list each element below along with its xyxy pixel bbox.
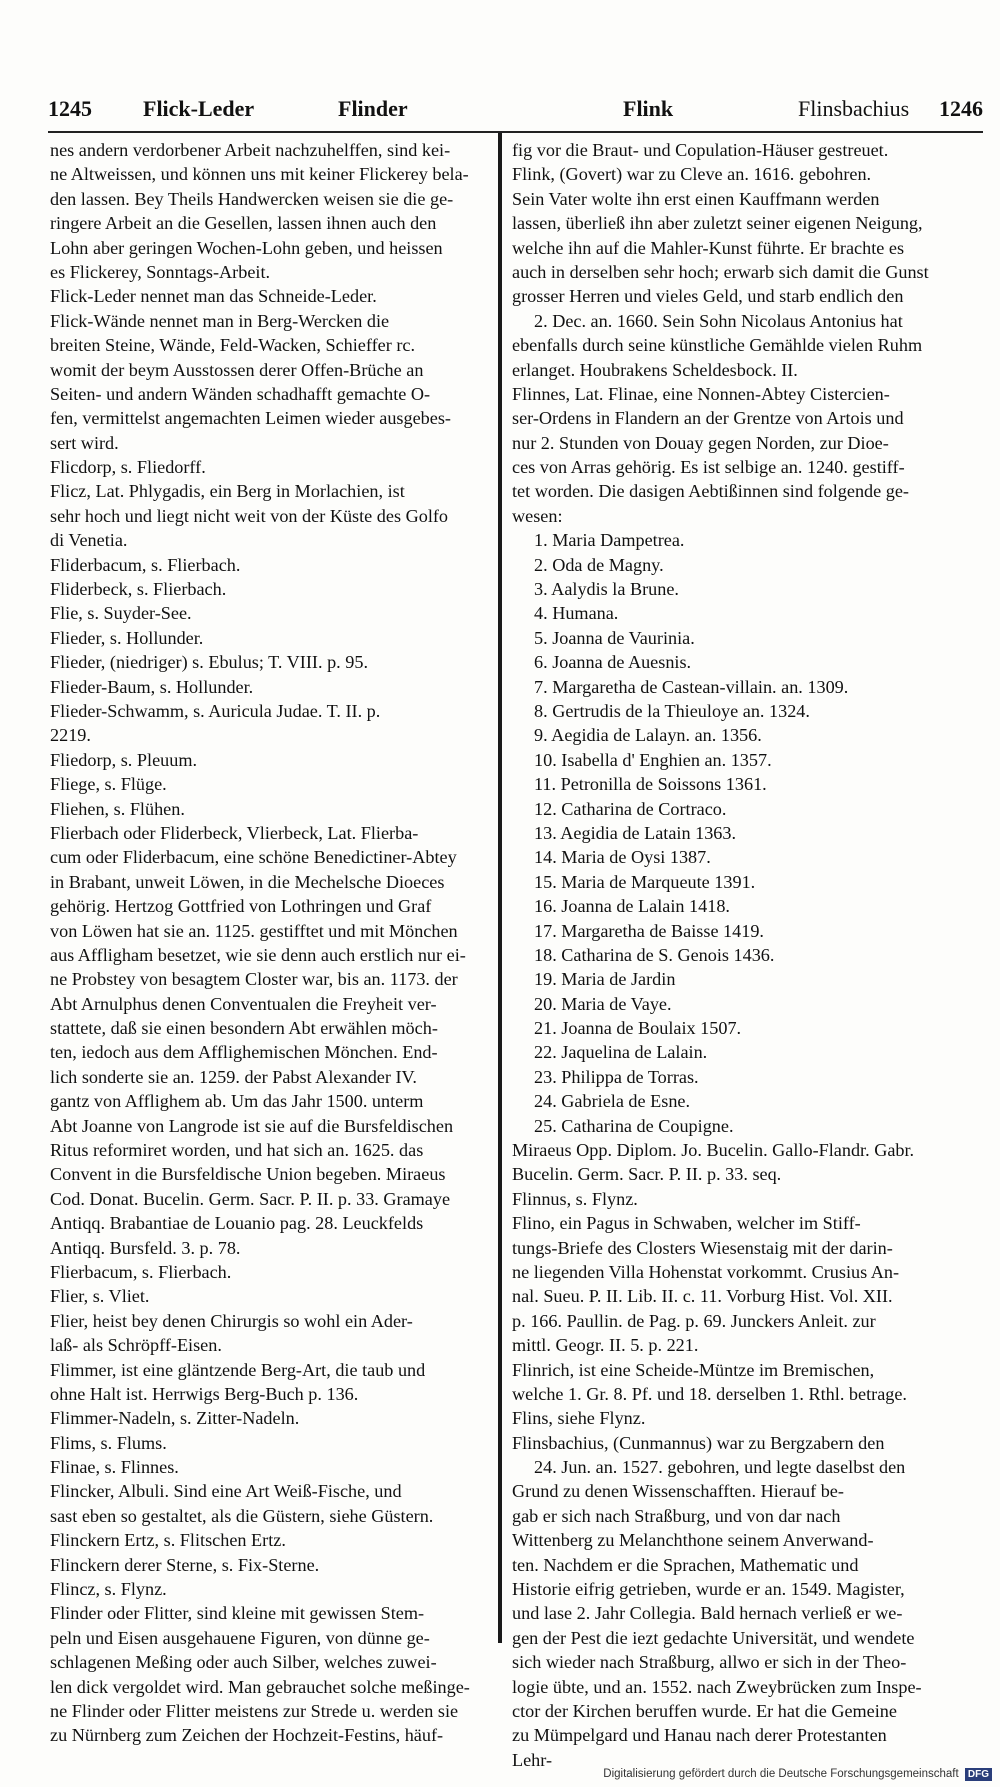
text-line: mittl. Geogr. II. 5. p. 221. bbox=[512, 1335, 699, 1356]
text-line: Flieder-Baum, s. Hollunder. bbox=[50, 676, 254, 697]
text-line: peln und Eisen ausgehauene Figuren, von dünne ge- bbox=[50, 1627, 430, 1648]
text-line: 23. Philippa de Torras. bbox=[534, 1066, 699, 1087]
text-line: ten, iedoch aus dem Afflighemischen Mönchen. End- bbox=[50, 1042, 438, 1063]
text-line: zu Mümpelgard und Hanau nach derer Protestanten bbox=[512, 1725, 887, 1746]
text-line: len dick vergoldet wird. Man gebrauchet solche meßinge- bbox=[50, 1676, 470, 1697]
text-line: Seiten- und andern Wänden schadhafft gemachte O- bbox=[50, 383, 431, 404]
text-line: grosser Herren und vieles Geld, und starb endlich den bbox=[512, 286, 904, 307]
text-line: Historie eifrig getrieben, wurde er an. 1549. Magister, bbox=[512, 1579, 905, 1600]
text-line: ringere Arbeit an die Gesellen, lassen ihnen auch den bbox=[50, 213, 437, 234]
text-line: Flinrich, ist eine Scheide-Müntze im Bremischen, bbox=[512, 1359, 875, 1380]
text-line: 3. Aalydis la Brune. bbox=[534, 579, 679, 600]
text-line: Antiqq. Brabantiae de Louanio pag. 28. Leuckfelds bbox=[50, 1213, 424, 1234]
text-line: gehörig. Hertzog Gottfried von Lothringen und Graf bbox=[50, 896, 432, 917]
text-line: Flins, siehe Flynz. bbox=[512, 1408, 646, 1429]
text-line: zu Nürnberg zum Zeichen der Hochzeit-Festins, häuf- bbox=[50, 1725, 444, 1746]
text-line: Flier, heist bey denen Chirurgis so wohl ein Ader- bbox=[50, 1310, 413, 1331]
text-line: 25. Catharina de Coupigne. bbox=[534, 1115, 734, 1136]
text-line: gantz von Afflighem ab. Um das Jahr 1500. unterm bbox=[50, 1091, 424, 1112]
text-line: gen der Pest die iezt gedachte Universität, und wendete bbox=[512, 1627, 915, 1648]
text-line: 22. Jaquelina de Lalain. bbox=[534, 1042, 708, 1063]
text-line: Bucelin. Germ. Sacr. P. II. p. 33. seq. bbox=[512, 1164, 782, 1185]
text-line: p. 166. Paullin. de Pag. p. 69. Junckers Anleit. zur bbox=[512, 1310, 876, 1331]
text-line: von Löwen hat sie an. 1125. gestifftet und mit Mönchen bbox=[50, 920, 458, 941]
text-line: Sein Vater wolte ihn erst einen Kauffmann werden bbox=[512, 188, 880, 209]
text-line: di Venetia. bbox=[50, 530, 128, 551]
text-line: 1. Maria Dampetrea. bbox=[534, 530, 685, 551]
text-line: Flieder, s. Hollunder. bbox=[50, 627, 204, 648]
text-line: 9. Aegidia de Lalayn. an. 1356. bbox=[534, 725, 762, 746]
text-line: Flinae, s. Flinnes. bbox=[50, 1457, 179, 1478]
footer-credit bbox=[603, 1768, 992, 1781]
header-keyword-left-1: Flick-Leder bbox=[143, 96, 255, 121]
text-line: Antiqq. Bursfeld. 3. p. 78. bbox=[50, 1237, 241, 1258]
text-line: Flinnes, Lat. Flinae, eine Nonnen-Abtey Cistercien- bbox=[512, 383, 890, 404]
text-line: in Brabant, unweit Löwen, in die Mechelsche Dioeces bbox=[50, 871, 445, 892]
text-line: sast eben so gestaltet, als die Güstern, siehe Güstern. bbox=[50, 1505, 434, 1526]
text-line: nes andern verdorbener Arbeit nachzuhelffen, sind kei- bbox=[50, 140, 451, 160]
text-line: gab er sich nach Straßburg, und von dar nach bbox=[512, 1505, 841, 1526]
text-line: Flinckern derer Sterne, s. Fix-Sterne. bbox=[50, 1554, 320, 1575]
text-line: 16. Joanna de Lalain 1418. bbox=[534, 896, 730, 917]
text-line: Flick-Leder nennet man das Schneide-Leder. bbox=[50, 286, 377, 307]
text-line: schlagenen Meßing oder auch Silber, welches zuwei- bbox=[50, 1652, 437, 1673]
text-line: ne Flinder oder Flitter meistens zur Strede u. werden sie bbox=[50, 1701, 459, 1721]
text-line: ser-Ordens in Flandern an der Grentze von Artois und bbox=[512, 408, 904, 429]
text-line: 10. Isabella d' Enghien an. 1357. bbox=[534, 749, 772, 770]
text-line: ces von Arras gehörig. Es ist selbige an. 1240. gestiff- bbox=[512, 457, 905, 478]
text-line: 19. Maria de Jardin bbox=[534, 969, 676, 990]
text-line: fig vor die Braut- und Copulation-Häuser gestreuet. bbox=[512, 140, 889, 160]
text-line: fen, vermittelst angemachten Leimen wieder ausgebes- bbox=[50, 408, 451, 429]
text-line: 24. Jun. an. 1527. gebohren, und legte daselbst den bbox=[534, 1457, 906, 1478]
text-line: Flinckern Ertz, s. Flitschen Ertz. bbox=[50, 1530, 286, 1551]
text-line: Flincker, Albuli. Sind eine Art Weiß-Fische, und bbox=[50, 1481, 402, 1502]
text-line: 18. Catharina de S. Genois 1436. bbox=[534, 944, 775, 965]
text-line: Wittenberg zu Melanchthone seinem Anverwand- bbox=[512, 1530, 874, 1551]
text-line: ebenfalls durch seine künstliche Gemählde vielen Ruhm bbox=[512, 335, 923, 356]
dfg-logo: DFG bbox=[965, 1768, 992, 1781]
text-line: Flicz, Lat. Phlygadis, ein Berg in Morlachien, ist bbox=[50, 481, 405, 502]
text-line: und lase 2. Jahr Collegia. Bald hernach verließ er we- bbox=[512, 1603, 903, 1624]
text-line: Flino, ein Pagus in Schwaben, welcher im Stiff- bbox=[512, 1213, 861, 1234]
text-line: erlanget. Houbrakens Scheldesbock. II. bbox=[512, 359, 798, 380]
text-line: 14. Maria de Oysi 1387. bbox=[534, 847, 711, 868]
text-line: 2. Dec. an. 1660. Sein Sohn Nicolaus Antonius hat bbox=[534, 310, 903, 331]
text-line: sert wird. bbox=[50, 432, 119, 453]
text-line: welche ihn auf die Mahler-Kunst führte. Er brachte es bbox=[512, 237, 905, 258]
header-keyword-right-2: Flinsbachius bbox=[798, 96, 910, 121]
text-line: lich sonderte sie an. 1259. der Pabst Alexander IV. bbox=[50, 1066, 417, 1087]
text-line: Flimmer-Nadeln, s. Zitter-Nadeln. bbox=[50, 1408, 300, 1429]
text-line: 13. Aegidia de Latain 1363. bbox=[534, 822, 737, 843]
text-line: 12. Catharina de Cortraco. bbox=[534, 798, 727, 819]
text-line: Flinnus, s. Flynz. bbox=[512, 1188, 638, 1209]
text-line: Flinder oder Flitter, sind kleine mit gewissen Stem- bbox=[50, 1603, 425, 1624]
text-line: 15. Maria de Marqueute 1391. bbox=[534, 871, 756, 892]
text-line: nal. Sueu. P. II. Lib. II. c. 11. Vorburg Hist. Vol. XII. bbox=[512, 1286, 893, 1307]
text-line: es Flickerey, Sonntags-Arbeit. bbox=[50, 261, 271, 282]
text-line: Miraeus Opp. Diplom. Jo. Bucelin. Gallo-Flandr. Gabr. bbox=[512, 1140, 915, 1161]
text-line: lassen, überließ ihn aber zuletzt seiner eigenen Neigung, bbox=[512, 213, 923, 234]
text-line: nur 2. Stunden von Douay gegen Norden, zur Dioe- bbox=[512, 432, 889, 453]
text-line: 2219. bbox=[50, 725, 91, 746]
text-line: Flimmer, ist eine gläntzende Berg-Art, die taub und bbox=[50, 1359, 426, 1380]
text-line: tet worden. Die dasigen Aebtißinnen sind folgende ge- bbox=[512, 481, 909, 502]
text-line: ne Probstey von besagtem Closter war, bis an. 1173. der bbox=[50, 969, 458, 990]
right-column bbox=[512, 138, 982, 1772]
text-line: Flie, s. Suyder-See. bbox=[50, 603, 192, 624]
text-line: 20. Maria de Vaye. bbox=[534, 993, 672, 1014]
text-line: 2. Oda de Magny. bbox=[534, 554, 664, 575]
text-line: Fliderbeck, s. Flierbach. bbox=[50, 579, 227, 600]
text-line: 11. Petronilla de Soissons 1361. bbox=[534, 774, 767, 795]
text-line: Flierbach oder Fliderbeck, Vlierbeck, Lat. Flierba- bbox=[50, 822, 419, 843]
text-line: Flicdorp, s. Fliedorff. bbox=[50, 457, 206, 478]
text-line: 17. Margaretha de Baisse 1419. bbox=[534, 920, 764, 941]
text-line: cum oder Fliderbacum, eine schöne Benedictiner-Abtey bbox=[50, 847, 457, 868]
text-line: 4. Humana. bbox=[534, 603, 619, 624]
text-line: Fliege, s. Flüge. bbox=[50, 774, 167, 795]
text-line: 8. Gertrudis de la Thieuloye an. 1324. bbox=[534, 700, 810, 721]
text-line: Convent in die Bursfeldische Union begeben. Miraeus bbox=[50, 1164, 446, 1185]
text-line: Lehr- bbox=[512, 1749, 553, 1770]
text-line: aus Affligham besetzet, wie sie denn auch erstlich nur ei- bbox=[50, 944, 466, 965]
header-keyword-left-2: Flinder bbox=[338, 96, 408, 121]
text-line: logie übte, und an. 1552. nach Zweybrücken zum Inspe- bbox=[512, 1676, 922, 1697]
text-line: Fliderbacum, s. Flierbach. bbox=[50, 554, 241, 575]
page-number-right: 1246 bbox=[939, 96, 983, 121]
text-line: 6. Joanna de Auesnis. bbox=[534, 652, 692, 673]
text-line: tungs-Briefe des Closters Wiesenstaig mit der darin- bbox=[512, 1237, 893, 1258]
page-number-left: 1245 bbox=[48, 96, 92, 121]
text-line: Fliehen, s. Flühen. bbox=[50, 798, 185, 819]
text-line: Flincz, s. Flynz. bbox=[50, 1579, 167, 1600]
text-line: Flick-Wände nennet man in Berg-Wercken die bbox=[50, 310, 390, 331]
text-line: Flims, s. Flums. bbox=[50, 1432, 167, 1453]
header-keyword-right-1: Flink bbox=[623, 96, 674, 121]
header-rule bbox=[48, 131, 983, 133]
text-line: ne liegenden Villa Hohenstat vorkommt. Crusius An- bbox=[512, 1261, 900, 1282]
text-line: 21. Joanna de Boulaix 1507. bbox=[534, 1018, 742, 1039]
text-line: Flink, (Govert) war zu Cleve an. 1616. gebohren. bbox=[512, 164, 872, 185]
text-line: Lohn aber geringen Wochen-Lohn geben, und heissen bbox=[50, 237, 443, 258]
text-line: breiten Steine, Wände, Feld-Wacken, Schieffer rc. bbox=[50, 335, 416, 356]
text-line: stattete, daß sie einen besondern Abt erwählen möch- bbox=[50, 1018, 438, 1039]
text-line: ten. Nachdem er die Sprachen, Mathematic und bbox=[512, 1554, 859, 1575]
text-line: sich wieder nach Straßburg, allwo er sich in der Theo- bbox=[512, 1652, 907, 1673]
text-line: Flieder-Schwamm, s. Auricula Judae. T. II. p. bbox=[50, 700, 381, 721]
text-line: wesen: bbox=[512, 505, 563, 526]
text-line: Abt Joanne von Langrode ist sie auf die Bursfeldischen bbox=[50, 1115, 454, 1136]
text-line: ne Altweissen, und können uns mit keiner Flickerey bela- bbox=[50, 164, 469, 185]
text-line: Ritus reformiret worden, und hat sich an. 1625. das bbox=[50, 1140, 424, 1161]
text-line: Flieder, (niedriger) s. Ebulus; T. VIII. p. 95. bbox=[50, 652, 368, 673]
text-line: Abt Arnulphus denen Conventualen die Freyheit ver- bbox=[50, 993, 437, 1014]
text-line: auch in derselben sehr hoch; erwarb sich damit die Gunst bbox=[512, 261, 929, 282]
text-line: 5. Joanna de Vaurinia. bbox=[534, 627, 695, 648]
text-line: Grund zu denen Wissenschafften. Hierauf be- bbox=[512, 1481, 844, 1502]
text-line: Flinsbachius, (Cunmannus) war zu Bergzabern den bbox=[512, 1432, 885, 1453]
text-line: ohne Halt ist. Herrwigs Berg-Buch p. 136. bbox=[50, 1383, 359, 1404]
text-line: sehr hoch und liegt nicht weit von der Küste des Golfo bbox=[50, 505, 449, 526]
text-line: Flierbacum, s. Flierbach. bbox=[50, 1261, 232, 1282]
column-divider bbox=[498, 133, 502, 1643]
footer-credit-text: Digitalisierung gefördert durch die Deutsche Forschungsgemeinschaft bbox=[603, 1768, 959, 1780]
text-line: laß- als Schröpff-Eisen. bbox=[50, 1335, 222, 1356]
text-line: welche 1. Gr. 8. Pf. und 18. derselben 1. Rthl. betrage. bbox=[512, 1383, 907, 1404]
text-line: ctor der Kirchen beruffen wurde. Er hat die Gemeine bbox=[512, 1701, 897, 1721]
page-header bbox=[48, 96, 983, 132]
text-line: Cod. Donat. Bucelin. Germ. Sacr. P. II. p. 33. Gramaye bbox=[50, 1188, 451, 1209]
text-line: Flier, s. Vliet. bbox=[50, 1286, 150, 1307]
text-line: Fliedorp, s. Pleuum. bbox=[50, 749, 198, 770]
text-line: womit der beym Ausstossen derer Offen-Brüche an bbox=[50, 359, 424, 380]
left-column bbox=[50, 138, 492, 1748]
text-line: 7. Margaretha de Castean-villain. an. 1309. bbox=[534, 676, 849, 697]
text-line: 24. Gabriela de Esne. bbox=[534, 1091, 691, 1112]
text-line: den lassen. Bey Theils Handwercken weisen sie die ge- bbox=[50, 188, 454, 209]
